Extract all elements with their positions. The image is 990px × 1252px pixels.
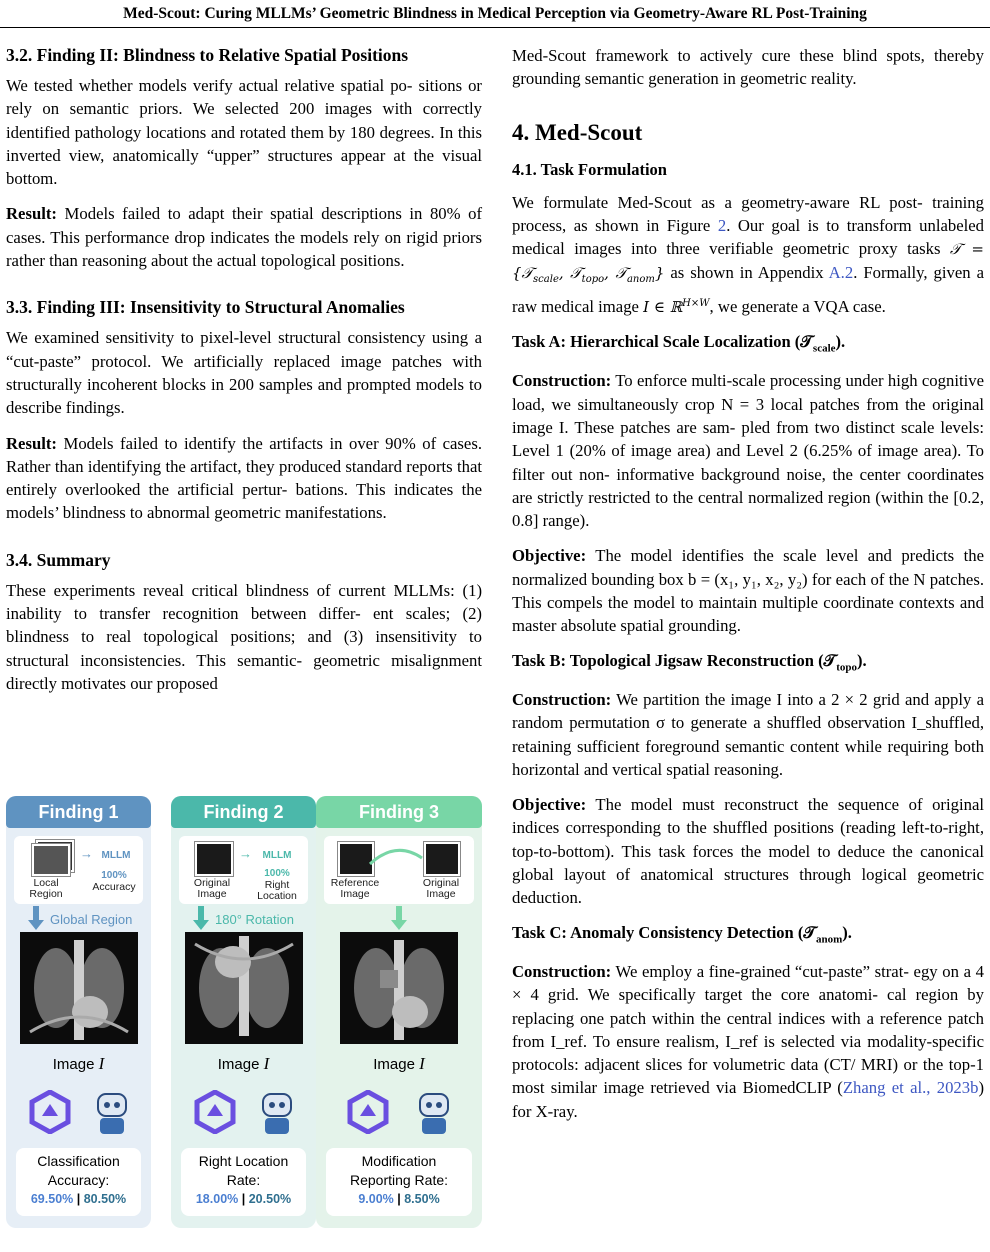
objective-text: The model must reconstruct the sequence of original indices corresponding to the shuffled positions (reading left-to-right, top-to-bottom). This task forces the model to deduce the canonical global layout of anatomical structures through logical geometric deduction. bbox=[512, 795, 984, 908]
result-separator: | bbox=[76, 1192, 81, 1206]
image-label bbox=[171, 1054, 316, 1074]
finding-2-title: Finding 2 bbox=[171, 796, 316, 828]
section-3-2-result bbox=[6, 202, 482, 272]
robot-doctor-icon bbox=[255, 1088, 299, 1136]
patched-xray-image bbox=[340, 932, 458, 1044]
image-variable: I bbox=[98, 1054, 105, 1073]
result-label-line2: Rate: bbox=[226, 1172, 261, 1188]
task-b-construction bbox=[512, 688, 984, 781]
image-variable: I bbox=[419, 1054, 425, 1073]
section-3-3-paragraph: We examined sensitivity to pixel-level structural consistency using a “cut-paste” protocol. We artificially replaced image patches with structurally incoherent blocks in 200 samples and prompted models to describe findings. bbox=[6, 328, 482, 418]
task-c-title: Task C: Anomaly Consistency Detection (𝒯$_{anom}$). bbox=[512, 922, 852, 945]
task-c-title-text: Task C: Anomaly Consistency Detection (𝒯 bbox=[512, 922, 816, 942]
task-c-subscript: anom bbox=[816, 932, 843, 945]
right-location-label: Right Location bbox=[257, 879, 297, 902]
stacked-patch-icon bbox=[32, 844, 70, 876]
task-c-construction bbox=[512, 960, 984, 1123]
section-3-2-title: 3.2. Finding II: Blindness to Relative Spatial Positions bbox=[6, 45, 409, 65]
continued-paragraph: Med-Scout framework to actively cure these blind spots, thereby grounding semantic generation in geometric reality. bbox=[512, 46, 984, 89]
finding-3-inset bbox=[324, 836, 474, 904]
findings-figure bbox=[6, 796, 482, 1228]
task-a-construction bbox=[512, 369, 984, 532]
objective-label: Objective: bbox=[512, 795, 587, 815]
model-icons bbox=[316, 1084, 482, 1140]
task-a-title: Task A: Hierarchical Scale Localization (𝒯$_{scale}$). bbox=[512, 332, 846, 355]
result-text: Models failed to adapt their spatial descriptions in 80% of cases. This performance drop indicates the models rely on rigid priors rather than reasoning about the actual topological positions. bbox=[6, 204, 482, 271]
rotated-xray-image bbox=[185, 932, 303, 1044]
citation-link[interactable]: Zhang et al., 2023b bbox=[842, 1078, 979, 1098]
original-image-label: Original Image bbox=[193, 877, 231, 900]
chest-xray-image bbox=[20, 932, 138, 1044]
task-b-subscript: topo bbox=[836, 660, 857, 673]
result-values bbox=[326, 1190, 472, 1209]
model-icons bbox=[6, 1084, 151, 1140]
result-label-line2: Accuracy: bbox=[47, 1172, 110, 1188]
down-arrow-icon bbox=[316, 904, 482, 932]
image-label-text: Image bbox=[52, 1056, 95, 1073]
result-value-1: 9.00% bbox=[358, 1192, 394, 1206]
task-a-title-text: Task A: Hierarchical Scale Localization (𝒯 bbox=[512, 332, 813, 352]
construction-text: To enforce multi-scale processing under high cognitive load, we simultaneously crop N = 3 local patches from the original image I. These patches are sam- pled from two distinct scale levels: Level 1 (20% of image area) and Level 2 (6.25% of image area). To filter out non- informative background noise, the center coordinates are strictly restricted to the central normalized region (within the [0.2, 0.8] range). bbox=[512, 371, 984, 531]
global-region-label: Global Region bbox=[50, 912, 133, 927]
result-label-line1: Modification bbox=[361, 1153, 437, 1169]
objective-label: Objective: bbox=[512, 546, 587, 566]
local-region-label: Local Region bbox=[29, 877, 63, 900]
header-rule bbox=[0, 27, 990, 28]
qwen-logo-icon bbox=[193, 1090, 237, 1134]
mllm-label: MLLM bbox=[262, 850, 292, 861]
accuracy-value: 100% bbox=[101, 870, 127, 881]
result-values bbox=[181, 1190, 306, 1209]
section-3-3-title: 3.3. Finding III: Insensitivity to Structural Anomalies bbox=[6, 297, 405, 318]
task-b-title: Task B: Topological Jigsaw Reconstruction (𝒯$_{topo}$). bbox=[512, 650, 867, 673]
result-values bbox=[16, 1190, 141, 1209]
section-3-3-result bbox=[6, 432, 482, 525]
result-value-1: 69.50% bbox=[30, 1192, 74, 1206]
result-label-line1: Right Location bbox=[198, 1153, 289, 1169]
appendix-reference-link[interactable]: A.2 bbox=[828, 263, 854, 283]
text-run: We formulate Med-Scout as a geometry-aware RL post- training process, as shown in Figure bbox=[512, 192, 984, 235]
construction-text: We partition the image I into a 2 × 2 grid and apply a random permutation σ to generate a shuffled observation I_shuffled, retaining sufficient foreground semantic content while requiring both horizontal and vertical spatial reasoning. bbox=[512, 689, 984, 779]
original-image-label: Original Image bbox=[422, 877, 460, 900]
robot-doctor-icon bbox=[90, 1088, 134, 1136]
result-value-2: 80.50% bbox=[83, 1192, 127, 1206]
result-value-2: 20.50% bbox=[248, 1192, 292, 1206]
finding-2-inset bbox=[179, 836, 308, 904]
image-domain-formula: I ∈ ℝ$^{H\times W}$ bbox=[643, 297, 710, 316]
rotation-label: 180° Rotation bbox=[215, 912, 294, 927]
construction-text: We employ a fine-grained “cut-paste” strat- egy on a 4 × 4 grid. We specifically target the core anatomi- cal region by replacing one patch within the central indices with a reference patch from I_ref. To ensure realism, I_ref is selected via modality-specific protocols: adjacent slices for volumetric data (CT/ MRI) or the top-1 most similar image retrieved via BiomedCLIP ( bbox=[512, 961, 984, 1098]
reference-image-label: Reference Image bbox=[330, 877, 380, 900]
result-label-line1: Classification bbox=[37, 1153, 120, 1169]
result-separator: | bbox=[241, 1192, 246, 1206]
section-3-2-paragraph: We tested whether models verify actual relative spatial po- sitions or rely on semantic priors. We selected 200 images with correctly identified pathology locations and rotated them by 180 degrees. In this inverted view, anatomically “upper” structures appear at the visual bottom. bbox=[6, 76, 482, 189]
result-value-1: 18.00% bbox=[195, 1192, 239, 1206]
accuracy-label: Accuracy bbox=[92, 881, 136, 893]
original-image-thumb bbox=[195, 842, 233, 876]
construction-label: Construction: bbox=[512, 689, 612, 709]
qwen-logo-icon bbox=[346, 1090, 390, 1134]
finding-2-result bbox=[181, 1148, 306, 1216]
image-label-text: Image bbox=[217, 1056, 260, 1073]
result-text: Models failed to identify the artifacts in over 90% of cases. Rather than identifying the artifact, they produced standard reports that entirely overlooked the artificial pertur- bations. This indicates the models’ blindness to abnormal geometric manifestations. bbox=[6, 433, 482, 523]
task-a-objective bbox=[512, 544, 984, 637]
result-separator: | bbox=[397, 1192, 401, 1206]
task-b-objective bbox=[512, 793, 984, 909]
finding-3-panel bbox=[316, 796, 482, 1228]
mllm-label: MLLM bbox=[101, 850, 131, 861]
finding-3-result bbox=[326, 1148, 472, 1216]
section-4-1-paragraph bbox=[512, 191, 984, 319]
running-header: Med-Scout: Curing MLLMs’ Geometric Blindness in Medical Perception via Geometry-Aware RL Post-Training bbox=[123, 5, 867, 22]
right-column bbox=[512, 44, 984, 1123]
objective-text: The model identifies the scale level and predicts the normalized bounding box b = (x₁, y₁, x₂, y₂) for each of the N patches. This compels the model to maintain multiple coordinate contexts and master absolute spatial grounding. bbox=[512, 546, 984, 636]
arrow-right-icon: → bbox=[239, 846, 252, 861]
left-column bbox=[6, 44, 482, 695]
task-b-title-text: Task B: Topological Jigsaw Reconstruction (𝒯 bbox=[512, 650, 837, 670]
section-3-4-paragraph: These experiments reveal critical blindness of current MLLMs: (1) inability to transfer recognition between differ- ent scales; (2) blindness to real topological positions; and (3) insensitivity to structural inconsistencies. This semantic- geometric misalignment directly motivates our proposed bbox=[6, 580, 482, 693]
robot-doctor-icon bbox=[412, 1088, 456, 1136]
accuracy-value: 100% bbox=[264, 868, 290, 879]
finding-1-inset bbox=[14, 836, 143, 904]
image-label bbox=[6, 1054, 151, 1074]
construction-text-end: ) for X-ray. bbox=[512, 1078, 985, 1121]
image-label bbox=[316, 1054, 482, 1074]
finding-1-panel bbox=[6, 796, 151, 1228]
finding-1-result bbox=[16, 1148, 141, 1216]
text-run: . Formally, given a raw medical image bbox=[512, 263, 984, 316]
construction-label: Construction: bbox=[512, 371, 612, 391]
text-run: as shown in Appendix bbox=[664, 263, 829, 283]
model-icons bbox=[171, 1084, 316, 1140]
finding-2-panel bbox=[171, 796, 316, 1228]
result-label: Result: bbox=[6, 204, 57, 224]
finding-3-title: Finding 3 bbox=[316, 796, 482, 828]
finding-1-title: Finding 1 bbox=[6, 796, 151, 828]
arrow-right-icon: → bbox=[80, 846, 93, 861]
result-value-2: 8.50% bbox=[404, 1192, 440, 1206]
construction-label: Construction: bbox=[512, 961, 612, 981]
original-image-thumb bbox=[424, 842, 460, 876]
qwen-logo-icon bbox=[28, 1090, 72, 1134]
image-label-text: Image bbox=[373, 1056, 415, 1073]
image-variable: I bbox=[263, 1054, 270, 1073]
section-3-4-title: 3.4. Summary bbox=[6, 549, 111, 570]
task-a-subscript: scale bbox=[812, 342, 836, 355]
text-run: , we generate a VQA case. bbox=[709, 296, 886, 316]
task-set-formula: 𝒯 = {𝒯$_{scale}$, 𝒯$_{topo}$, 𝒯$_{anom}$} bbox=[512, 240, 985, 286]
curved-arrow-icon bbox=[368, 844, 424, 868]
section-4-title: 4. Med-Scout bbox=[512, 119, 643, 145]
result-label: Result: bbox=[6, 433, 57, 453]
result-label-line2: Reporting Rate: bbox=[349, 1172, 449, 1188]
section-4-1-title: 4.1. Task Formulation bbox=[512, 159, 667, 179]
text-run: . Our goal is to transform unlabeled medical images into three verifiable geometric proxy tasks bbox=[512, 215, 984, 259]
figure-reference-link[interactable]: 2 bbox=[717, 215, 727, 235]
